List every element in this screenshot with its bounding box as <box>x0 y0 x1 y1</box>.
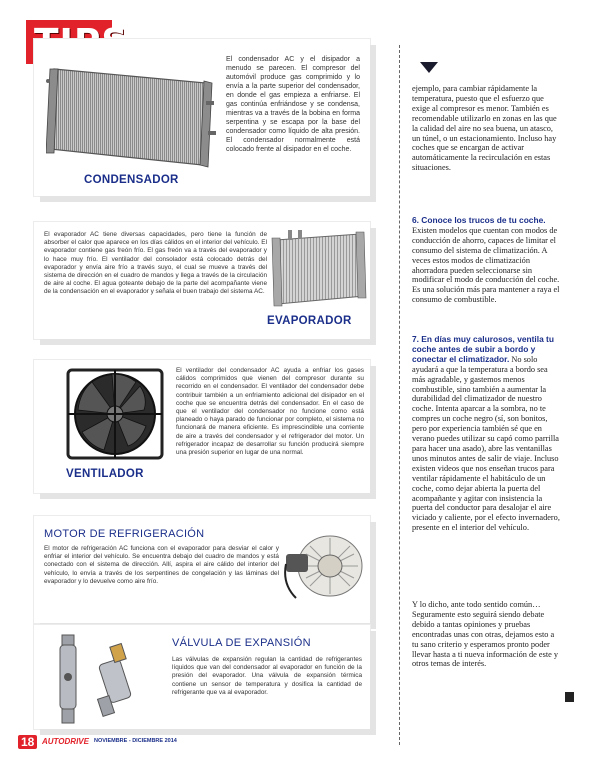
page-number: 18 <box>18 735 37 749</box>
expansion-valve-image <box>48 631 148 727</box>
tip-7-heading: 7. En días muy calurosos, ventila tu coche antes de subir a bordo y conectar el climatizador. <box>412 334 554 364</box>
ventilador-card <box>34 360 370 493</box>
right-paragraph-1 <box>412 84 562 173</box>
motor-card <box>34 516 370 623</box>
issue-date: NOVIEMBRE - DICIEMBRE 2014 <box>94 738 177 744</box>
evaporator-image <box>268 230 368 314</box>
valvula-text: Las válvulas de expansión regulan la cantidad de refrigerantes líquidos que van del condensador al evaporador en función de la presión del evaporador. Una válvula de expansión térmica contiene un sensor de temperatura y dosifica la cantidad de refrigerante que va al evaporador. <box>172 656 362 696</box>
closing-text: Y lo dicho, ante todo sentido común… Seguramente esto seguirá siendo debate debido a tantas opiniones y pruebas encontradas unas con otras, dejamos esto a tu sano criterio y esperamos pronto poder llevar hasta a ti nueva información de este y otros temas de interés. <box>412 600 559 669</box>
column-divider <box>399 45 400 745</box>
end-mark-icon <box>565 692 574 702</box>
triangle-marker-icon <box>420 62 438 73</box>
page-footer <box>18 735 210 749</box>
evaporador-text: El evaporador AC tiene diversas capacidades, pero tiene la función de absorber el calor que aparece en los días cálidos en el interior del vehículo. El evaporador contiene gas freón frío. El gas freón va a través del evaporador y lo hace muy frío. El ventilador del consolador está colocado detrás del evaporador y envía aire frío a través suyo, el cual se mueve a través del sistema de dirección en el cuadro de mandos y llega a través de la circulación de aire al coche. El agua goteante debajo de la parte del acompañante viene de la condensación en el evaporador y señala el buen trabajo del sistema AC. <box>44 231 267 296</box>
valvula-title: VÁLVULA DE EXPANSIÓN <box>172 637 311 649</box>
tip-6-text: Existen modelos que cuentan con modos de conducción de ahorro, capaces de limitar el consumo del sistema de climatización. A veces estos modos de climatización ahorradora pueden seleccionarse sin modificar el modo de conducción del coche. Es una solución más para mantener a raya el consumo de combustible. <box>412 225 560 305</box>
tip-6 <box>412 216 562 305</box>
tip-6-heading: 6. Conoce los trucos de tu coche. <box>412 215 546 225</box>
evaporador-title: EVAPORADOR <box>267 315 352 327</box>
ventilador-text: El ventilador del condensador AC ayuda a enfriar los gases cálidos comprimidos que vienen del compresor durante su recorrido en el condensador. El ventilador del condensador debe contribuir también a un enfriamiento adicional del disipador en el coche que se encuentra detrás del condensador. En el caso de que el ventilador del condensador no funcione como está planeado o haya parado de funcionar por completo, el sistema no funcionará de manera eficiente. Es imprescindible una corriente de aire a través del condensador y el refrigerador del motor. Un refrigerador incapaz de desarrollar su función producirá siempre una presión superior en lugar de una normal. <box>176 367 364 457</box>
condensador-text: El condensador AC y el disipador a menudo se parecen. El compresor del automóvil produce gas comprimido y lo envía a la parte superior del condensador, en donde el gas empieza a enfriarse. El gas continúa enfriándose y se condensa, mientras va a través de la bobina en forma serpentina y se escapa por la base del condensador como líquido de alta presión. El condensador normalmente está colocado frente al disipador en el coche. <box>226 56 360 153</box>
tip-7 <box>412 335 562 533</box>
blower-motor-image <box>282 524 366 604</box>
motor-text: El motor de refrigeración AC funciona con el evaporador para desviar el calor y enfriar el interior del vehículo. Se encuentra debajo del cuadro de mandos y está conectado con el sistema de dirección. Allí, aspira el aire cálido del interior del vehículo, lo envía a través de los serpentines de congelación y las láminas del evaporador y lo devuelve como aire frío. <box>44 545 279 585</box>
magazine-name: AUTODRIVE <box>42 737 89 746</box>
motor-title: MOTOR DE REFRIGERACIÓN <box>44 528 205 540</box>
condensador-title: CONDENSADOR <box>84 174 179 186</box>
valvula-card <box>34 625 370 729</box>
right-p1-text: ejemplo, para cambiar rápidamente la temperatura, puesto que el esfuerzo que exige al compresor es menor. También es recomendable utilizarlo en zonas en las que la calidad del aire no sea buena, un atasco, un túnel, o un estacionamiento. Incluso hay coches que se encargan de activar automáticamente la recirculación en estas situaciones. <box>412 84 557 173</box>
condenser-image <box>46 61 218 171</box>
tip-7-text: No solo ayudará a que la temperatura a bordo sea más agradable, y gastemos menos combustible, sino también a aumentar la durabilidad del climatizador de nuestro coche. Intenta aparcar a la sombra, no te compres un coche negro (sí, son bonitos, pero por experiencia también sé que en verano puedes utilizar su capó como parrilla para hacer una asado), abre las ventanillas unos minutos antes de salir de viaje. Incluso existen videos que nos enseñan trucos para ventilar rápidamente el habitáculo de un coche, como dejar abierta la puerta del acompañante y agitar con insistencia la puerta del conductor para desalojar el aire viciado y caliente, por el efecto invernadero, presente en el interior del vehículo. <box>412 354 560 533</box>
ventilador-title: VENTILADOR <box>66 468 144 480</box>
closing-paragraph <box>412 600 562 669</box>
evaporador-card <box>34 222 370 339</box>
fan-image <box>60 366 170 462</box>
condensador-card <box>34 39 370 196</box>
